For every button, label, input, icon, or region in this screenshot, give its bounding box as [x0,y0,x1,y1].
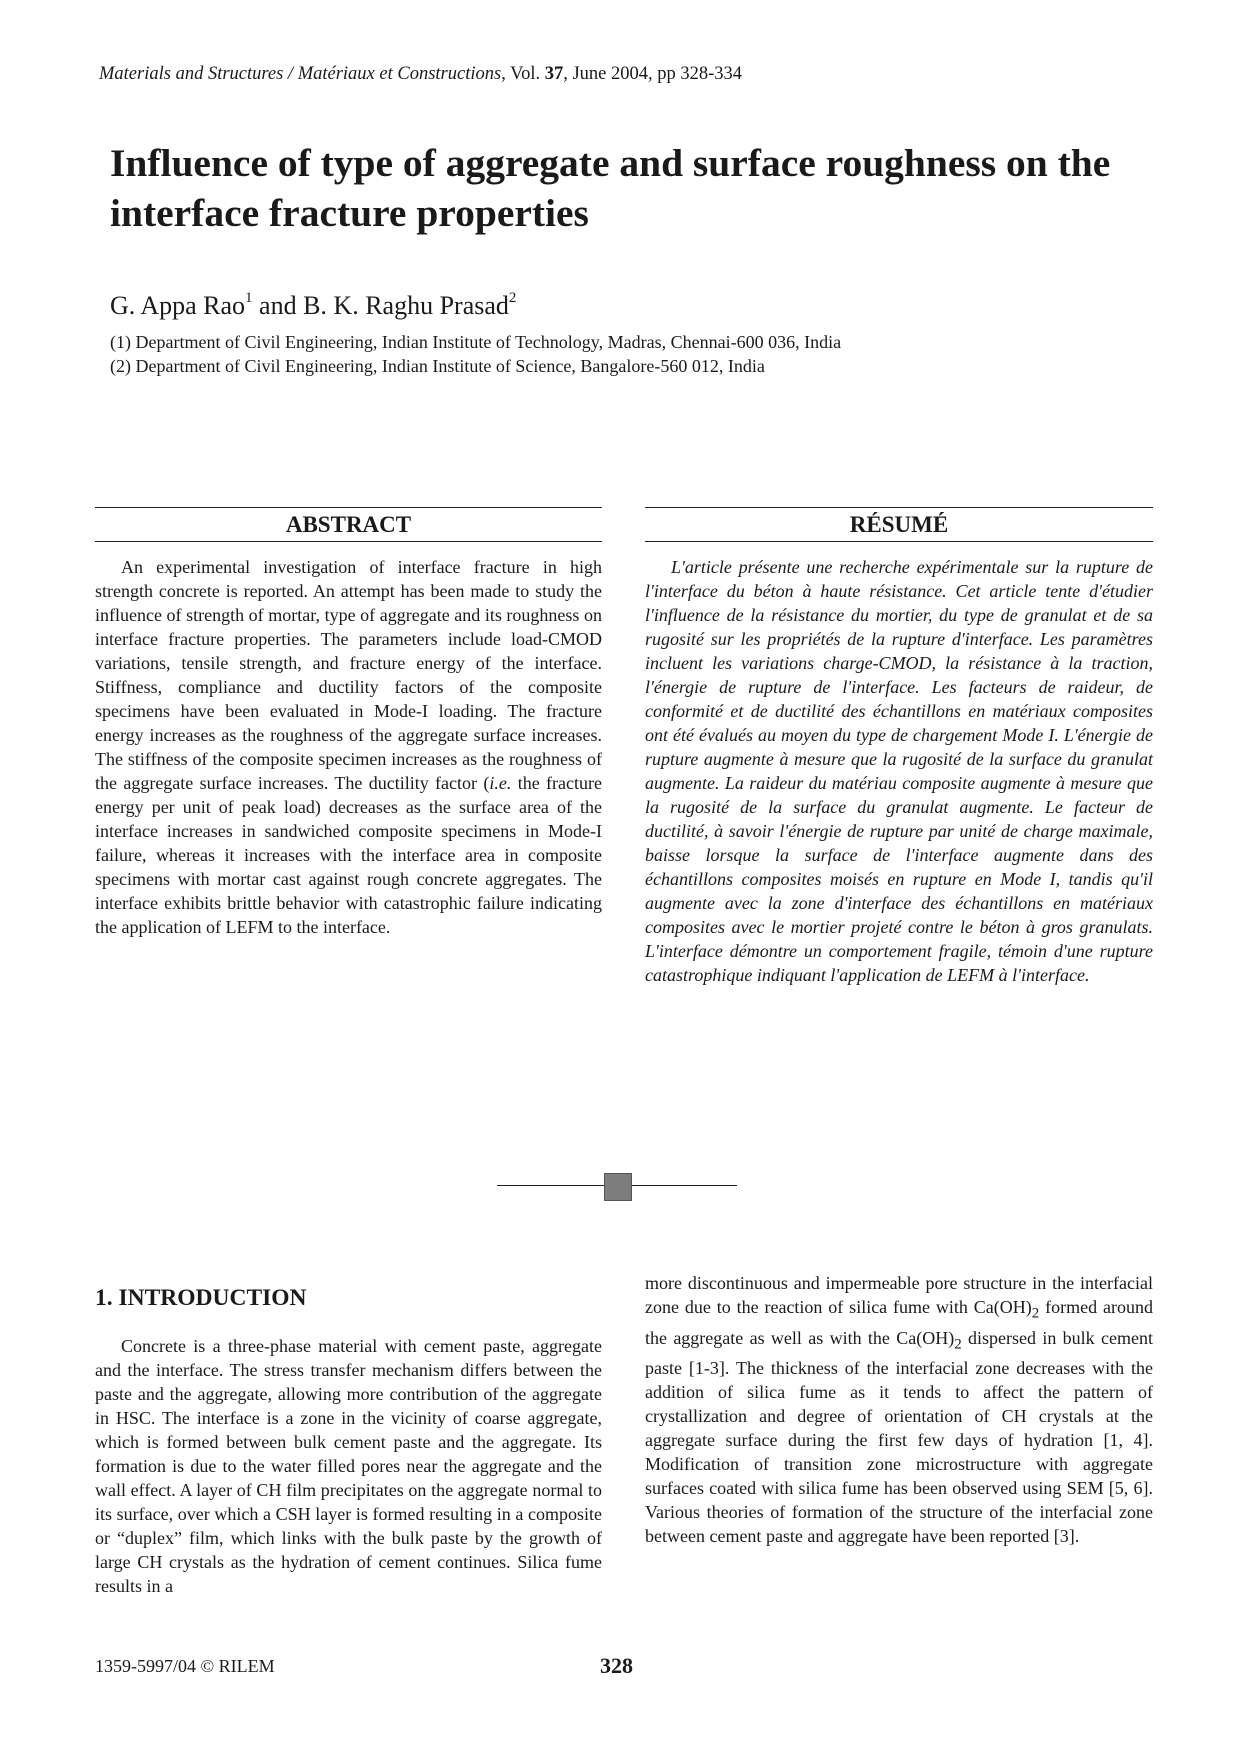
abstract-heading-box [95,512,602,538]
journal-volume: 37 [544,64,564,84]
introduction-heading: 1. INTRODUCTION [95,1285,307,1311]
introduction-left-column: Concrete is a three-phase material with cement paste, aggregate and the interface. The stress transfer mechanism differs between the paste and the aggregate, allowing more contribution of the aggregate in HSC. The interface is a zone in the vicinity of coarse aggregate, which is formed between bulk cement paste and the aggregate. Its formation is due to the water filled pores near the aggregate and the wall effect. A layer of CH film precipitates on the aggregate normal to its surface, over which a CSH layer is formed resulting in a composite or “duplex” film, which links with the bulk paste by the growth of large CH crystals as the hydration of cement continues. Silica fume results in a [95,1336,602,1596]
page-number: 328 [600,1653,633,1678]
author-1: G. Appa Rao [110,291,246,320]
abstract-text-b: the fracture energy per unit of peak load) decreases as the surface area of the interface increases in sandwiched composite specimens in Mode-I failure, whereas it increases with the interface area in composite specimens with mortar cast against rough concrete aggregates. The interface exhibits brittle behavior with catastrophic failure indicating the application of LEFM to the interface. [95,773,602,937]
abstract-heading: ABSTRACT [285,512,412,537]
intro-right-b: formed around the aggregate as well as with the Ca(OH) [645,1297,1153,1348]
journal-vol-prefix: , Vol. [501,64,545,84]
intro-right-c: dispersed in bulk cement paste [1-3]. The thickness of the interfacial zone decreases with the addition of silica fume as it tends to affect the pattern of crystallization and degree of orientation of CH crystals at the aggregate surface during the first few days of hydration [1, 4]. Modification of transition zone microstructure with aggregate surfaces coated with silica fume has been observed using SEM [5, 6]. Various theories of formation of the structure of the interfacial zone between cement paste and aggregate have been reported [3]. [645,1327,1153,1547]
author-line [110,290,516,321]
resume-heading: RÉSUMÉ [849,512,949,537]
intro-right-a: more discontinuous and impermeable pore structure in the interfacial zone due to the reaction of silica fume with Ca(OH) [645,1273,1153,1317]
resume-top-rule [645,507,1153,508]
affiliation-2: (2) Department of Civil Engineering, Indian Institute of Science, Bangalore-560 012, India [110,356,765,376]
resume-heading-box [645,512,1153,538]
intro-sub-2: 2 [954,1336,962,1353]
resume-body: L'article présente une recherche expérimentale sur la rupture de l'interface du béton à haute résistance. Cet article tente d'étudier l'influence de la résistance du mortier, du type de granulat et de sa rugosité sur les propriétés de la rupture d'interface. Les paramètres incluent les variations charge-CMOD, la résistance à la traction, l'énergie de rupture de l'interface. Les facteurs de raideur, de conformité et de ductilité des échantillons en matériaux composites ont été évalués au moyen du type de chargement Mode I. L'énergie de rupture augmente à mesure que la rugosité de la surface du granulat augmente. La raideur du matériau composite augmente à mesure que la rugosité de la surface du granulat augmente. Le facteur de ductilité, à savoir l'énergie de rupture par unité de charge maximale, baisse lorsque la surface de l'interface augmente dans des échantillons composites moisés en rupture en Mode I, tandis qu'il augmente avec la zone d'interface des échantillons en matériaux composites avec le mortier projeté contre le béton à gros granulats. L'interface démontre un comportement fragile, témoin d'une rupture catastrophique indiquant l'application de LEFM à l'interface. [645,557,1153,985]
paper-title: Influence of type of aggregate and surface roughness on the interface fracture properties [110,141,1111,235]
footer-issn: 1359-5997/04 © RILEM [95,1656,275,1676]
ornament-box [604,1173,632,1201]
author-and: and [252,291,304,320]
abstract-bottom-rule [95,541,602,542]
journal-issue-pages: , June 2004, pp 328-334 [563,64,743,84]
abstract-top-rule [95,507,602,508]
author-2-sup: 2 [508,290,517,306]
author-2: B. K. Raghu Prasad [303,291,509,320]
introduction-right-column [645,1271,1153,1548]
resume-bottom-rule [645,541,1153,542]
abstract-ie: i.e. [489,773,512,793]
journal-name: Materials and Structures / Matériaux et Constructions [99,64,502,84]
affiliation-1: (1) Department of Civil Engineering, Indian Institute of Technology, Madras, Chennai-600 036, India [110,332,842,352]
abstract-body [95,555,602,939]
intro-sub-1: 2 [1031,1305,1040,1322]
author-1-sup: 1 [245,290,253,306]
abstract-text-a: An experimental investigation of interface fracture in high strength concrete is reported. An attempt has been made to study the influence of strength of mortar, type of aggregate and its roughness on interface fracture properties. The parameters include load-CMOD variations, tensile strength, and fracture energy of the interface. Stiffness, compliance and ductility factors of the composite specimens have been evaluated in Mode-I loading. The fracture energy increases as the roughness of the aggregate surface increases. The stiffness of the composite specimen increases as the roughness of the aggregate surface increases. The ductility factor ( [95,557,602,793]
journal-header [99,64,742,85]
